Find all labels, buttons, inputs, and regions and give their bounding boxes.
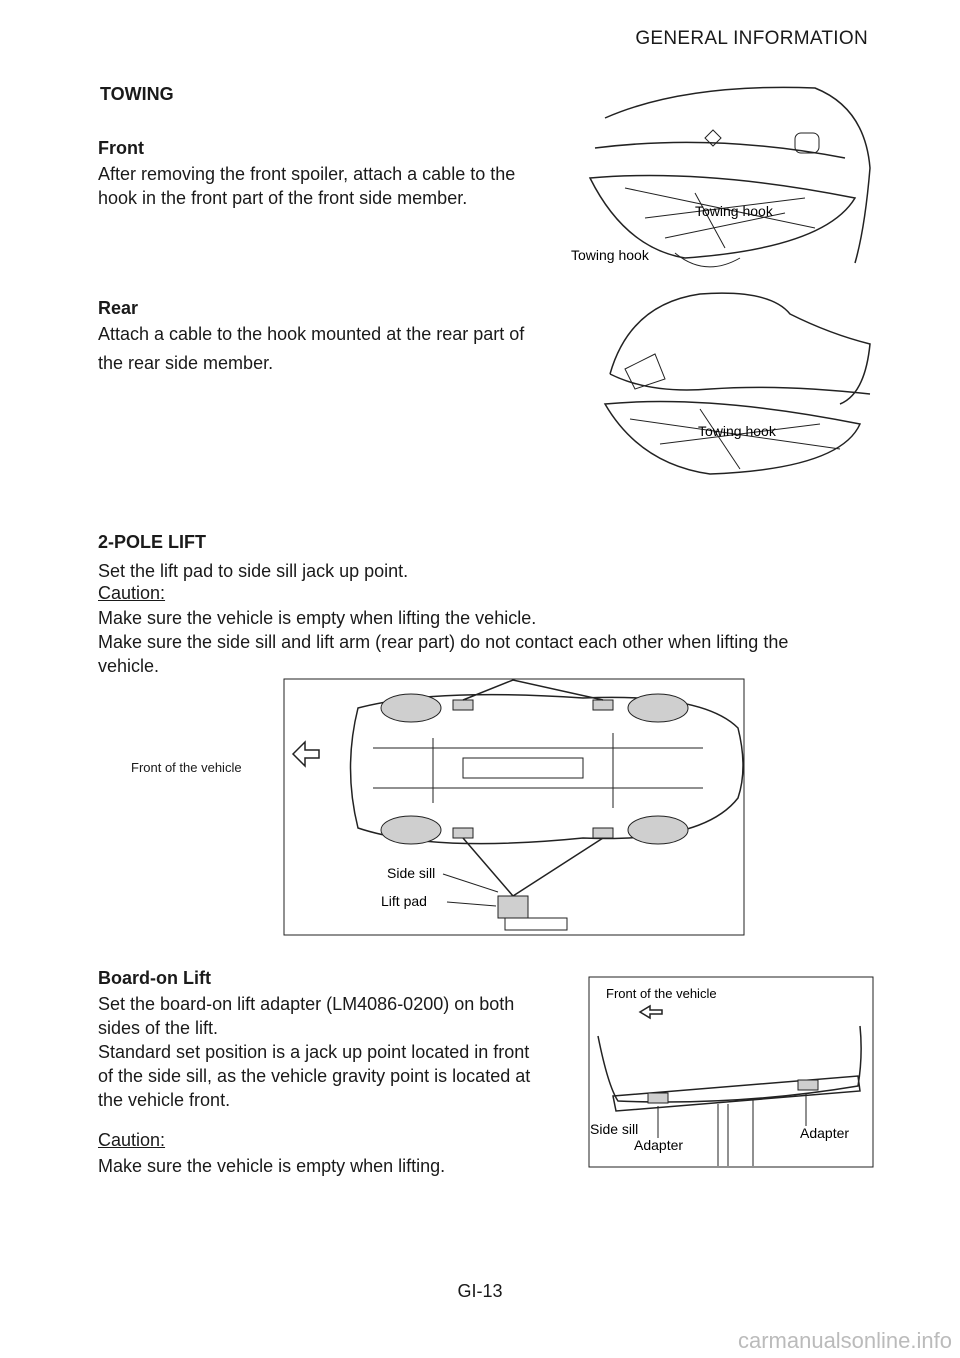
rear-lift-pad-lower (593, 828, 613, 838)
rear-towing-hook-label: Towing hook (698, 423, 776, 439)
adapter-left-block (648, 1093, 668, 1103)
front-line-2: hook in the front part of the front side member. (98, 188, 468, 208)
front-arrow-icon (293, 742, 319, 766)
towing-hook-label-upper: Towing hook (695, 203, 773, 219)
towing-title: TOWING (100, 84, 174, 104)
page-number: GI-13 (457, 1281, 503, 1301)
board-on-lift-figure (588, 976, 874, 1168)
rear-heading: Rear (98, 298, 139, 318)
lift-posts (718, 1100, 753, 1166)
board-on-line-3: Standard set position is a jack up point located in front (98, 1042, 530, 1062)
front-left-wheel (381, 694, 441, 722)
board-on-title: Board-on Lift (98, 968, 211, 988)
rear-lift-pad-upper (593, 700, 613, 710)
board-on-line-2: sides of the lift. (98, 1018, 219, 1038)
board-side-sill-label: Side sill (590, 1121, 639, 1137)
vehicle-side-outline (598, 1026, 861, 1102)
two-pole-lift-figure (283, 678, 745, 936)
label-leaders (443, 874, 498, 906)
lift-pad-block (498, 896, 528, 918)
chassis-lines (373, 733, 703, 808)
board-on-caution-text: Make sure the vehicle is empty when lifting. (98, 1156, 446, 1176)
two-pole-caution: Caution: (98, 583, 166, 603)
adapter-left-label: Adapter (634, 1137, 684, 1153)
adapter-right-block (798, 1080, 818, 1090)
rear-line-2: the rear side member. (98, 353, 274, 373)
two-pole-line-1: Set the lift pad to side sill jack up point. (98, 561, 409, 581)
front-arrow-icon (640, 1006, 662, 1018)
two-pole-caution-2: Make sure the side sill and lift arm (rear part) do not contact each other when lifting the (98, 632, 789, 652)
two-pole-caution-1: Make sure the vehicle is empty when lifting the vehicle. (98, 608, 537, 628)
front-heading: Front (98, 138, 144, 158)
rear-line-1: Attach a cable to the hook mounted at the rear part of (98, 324, 525, 344)
rear-towing-figure (590, 284, 875, 484)
section-header: GENERAL INFORMATION (635, 28, 868, 49)
tail-lamp (625, 354, 665, 389)
board-on-front-label: Front of the vehicle (606, 986, 717, 1001)
front-towing-figure (565, 78, 875, 278)
towing-hook-label-lower: Towing hook (571, 247, 649, 263)
front-right-wheel (381, 816, 441, 844)
two-pole-caution-3: vehicle. (98, 656, 160, 676)
board-on-line-1: Set the board-on lift adapter (LM4086-0200) on both (98, 994, 515, 1014)
front-lift-pad-lower (453, 828, 473, 838)
two-pole-title: 2-POLE LIFT (98, 532, 206, 552)
adapter-right-label: Adapter (800, 1125, 850, 1141)
two-pole-front-label: Front of the vehicle (131, 760, 242, 775)
board-on-line-4: of the side sill, as the vehicle gravity point is located at (98, 1066, 531, 1086)
front-line-1: After removing the front spoiler, attach a cable to the (98, 164, 516, 184)
side-sill-label: Side sill (387, 865, 436, 881)
board-on-caution: Caution: (98, 1130, 166, 1150)
lift-pad-label: Lift pad (381, 893, 427, 909)
driveshaft (463, 758, 583, 778)
wheel-arch (675, 253, 740, 267)
lift-post-base (505, 918, 567, 930)
rear-right-wheel (628, 816, 688, 844)
board-on-line-5: the vehicle front. (98, 1090, 231, 1110)
watermark: carmanualsonline.info (737, 1328, 952, 1353)
rear-left-wheel (628, 694, 688, 722)
front-lift-pad-upper (453, 700, 473, 710)
bumper-line (595, 142, 845, 158)
